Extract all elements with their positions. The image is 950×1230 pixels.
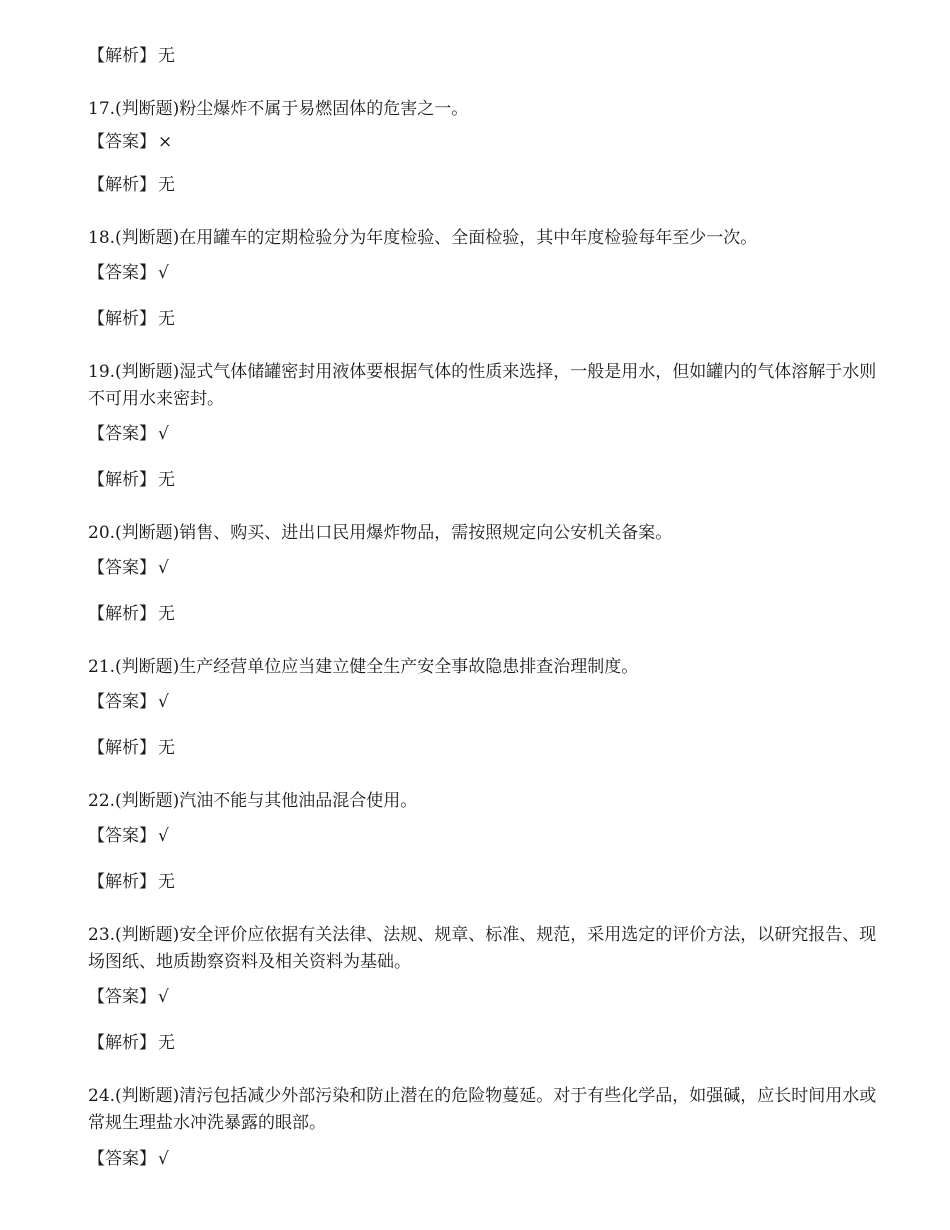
question-text: 20.(判断题)销售、购买、进出口民用爆炸物品，需按照规定向公安机关备案。 — [88, 523, 673, 543]
answer-line — [88, 987, 169, 1007]
answer-value: √ — [158, 987, 169, 1007]
answer-line — [88, 263, 169, 283]
answer-label: 【答案】 — [88, 558, 156, 578]
answer-value: √ — [158, 692, 169, 712]
analysis-value: 无 — [158, 46, 175, 66]
analysis-label: 【解析】 — [88, 872, 156, 892]
analysis-label: 【解析】 — [88, 604, 156, 624]
analysis-value: 无 — [158, 738, 175, 758]
analysis-label: 【解析】 — [88, 738, 156, 758]
question-text: 18.(判断题)在用罐车的定期检验分为年度检验、全面检验，其中年度检验每年至少一次。 — [88, 228, 758, 248]
analysis-line — [88, 309, 175, 329]
answer-value: √ — [158, 826, 169, 846]
answer-line — [88, 558, 169, 578]
question-text: 22.(判断题)汽油不能与其他油品混合使用。 — [88, 791, 418, 811]
answer-label: 【答案】 — [88, 826, 156, 846]
answer-label: 【答案】 — [88, 132, 156, 152]
analysis-value: 无 — [158, 470, 175, 490]
analysis-label: 【解析】 — [88, 46, 156, 66]
analysis-label: 【解析】 — [88, 309, 156, 329]
answer-value: √ — [158, 424, 169, 444]
answer-value: √ — [158, 558, 169, 578]
answer-value: √ — [158, 1149, 169, 1169]
answer-label: 【答案】 — [88, 692, 156, 712]
analysis-value: 无 — [158, 175, 175, 195]
analysis-value: 无 — [158, 1033, 175, 1053]
analysis-label: 【解析】 — [88, 470, 156, 490]
question-text: 23.(判断题)安全评价应依据有关法律、法规、规章、标准、规范，采用选定的评价方法，以研究报告、现场图纸、地质勘察资料及相关资料为基础。 — [88, 925, 877, 972]
question-text: 17.(判断题)粉尘爆炸不属于易燃固体的危害之一。 — [88, 99, 469, 119]
answer-label: 【答案】 — [88, 263, 156, 283]
analysis-line — [88, 470, 175, 490]
analysis-line — [88, 175, 175, 195]
answer-value: √ — [158, 263, 169, 283]
answer-label: 【答案】 — [88, 987, 156, 1007]
question-text: 19.(判断题)湿式气体储罐密封用液体要根据气体的性质来选择，一般是用水，但如罐内的气体溶解于水则不可用水来密封。 — [88, 362, 877, 409]
answer-line — [88, 424, 169, 444]
question-text: 24.(判断题)清污包括减少外部污染和防止潜在的危险物蔓延。对于有些化学品，如强碱，应长时间用水或常规生理盐水冲洗暴露的眼部。 — [88, 1086, 877, 1133]
answer-line — [88, 826, 169, 846]
answer-line — [88, 132, 172, 152]
answer-line — [88, 692, 169, 712]
analysis-value: 无 — [158, 872, 175, 892]
answer-value: × — [158, 132, 173, 152]
answer-label: 【答案】 — [88, 1149, 156, 1169]
analysis-value: 无 — [158, 309, 175, 329]
analysis-line — [88, 1033, 175, 1053]
analysis-line — [88, 872, 175, 892]
answer-line — [88, 1149, 169, 1169]
analysis-line — [88, 738, 175, 758]
answer-label: 【答案】 — [88, 424, 156, 444]
analysis-line — [88, 46, 175, 66]
analysis-value: 无 — [158, 604, 175, 624]
analysis-line — [88, 604, 175, 624]
analysis-label: 【解析】 — [88, 175, 156, 195]
analysis-label: 【解析】 — [88, 1033, 156, 1053]
question-text: 21.(判断题)生产经营单位应当建立健全生产安全事故隐患排查治理制度。 — [88, 657, 639, 677]
